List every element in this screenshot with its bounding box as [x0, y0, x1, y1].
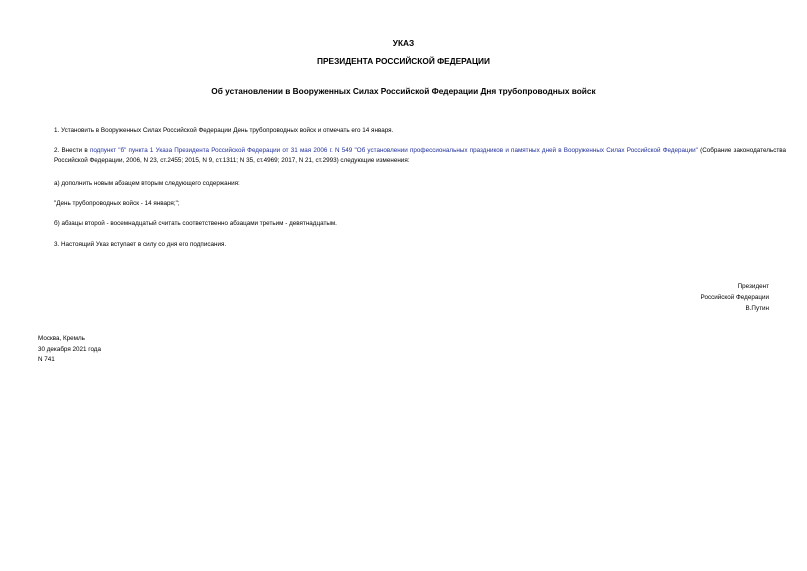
document-type-heading: УКАЗ [392, 38, 415, 48]
paragraph-3: 3. Настоящий Указ вступает в силу со дня его подписания. [54, 241, 227, 248]
paragraph-2 [38, 146, 786, 165]
paragraph-2a: а) дополнить новым абзацем вторым следующего содержания: [54, 180, 240, 187]
paragraph-quote: "День трубопроводных войск - 14 января;"; [54, 200, 180, 207]
paragraph-2-prefix: 2. Внести в [54, 147, 90, 154]
signing-place: Москва, Кремль [38, 335, 85, 342]
signature-country: Российской Федерации [700, 294, 769, 301]
paragraph-2-suffix: (Собрание законодательства Российской Федерации, 2006, N 23, ст.2455; 2015, N 9, ст.1311; N 35, ст.4969; 2017, N 21, ст.2993) следующие изменения: [54, 147, 787, 164]
subparagraph-link[interactable]: подпункт "б" пункта 1 [89, 147, 154, 154]
paragraph-1: 1. Установить в Вооруженных Силах Российской Федерации День трубопроводных войск и отмечать его 14 января. [54, 127, 394, 134]
paragraph-2b: б) абзацы второй - восемнадцатый считать соответственно абзацами третьим - девятнадцатым. [54, 220, 337, 227]
signing-date: 30 декабря 2021 года [38, 346, 101, 353]
document-title: Об установлении в Вооруженных Силах Российской Федерации Дня трубопроводных войск [211, 86, 596, 96]
decree-549-link[interactable]: Указа Президента Российской Федерации от 31 мая 2006 г. N 549 "Об установлении профессиональных праздников и памятных дней в Вооруженных Силах Российской Федерации" [155, 147, 698, 154]
signature-name: В.Путин [745, 305, 769, 312]
issuer-heading: ПРЕЗИДЕНТА РОССИЙСКОЙ ФЕДЕРАЦИИ [317, 56, 490, 66]
signature-position: Президент [737, 283, 769, 290]
decree-number: N 741 [38, 356, 55, 363]
